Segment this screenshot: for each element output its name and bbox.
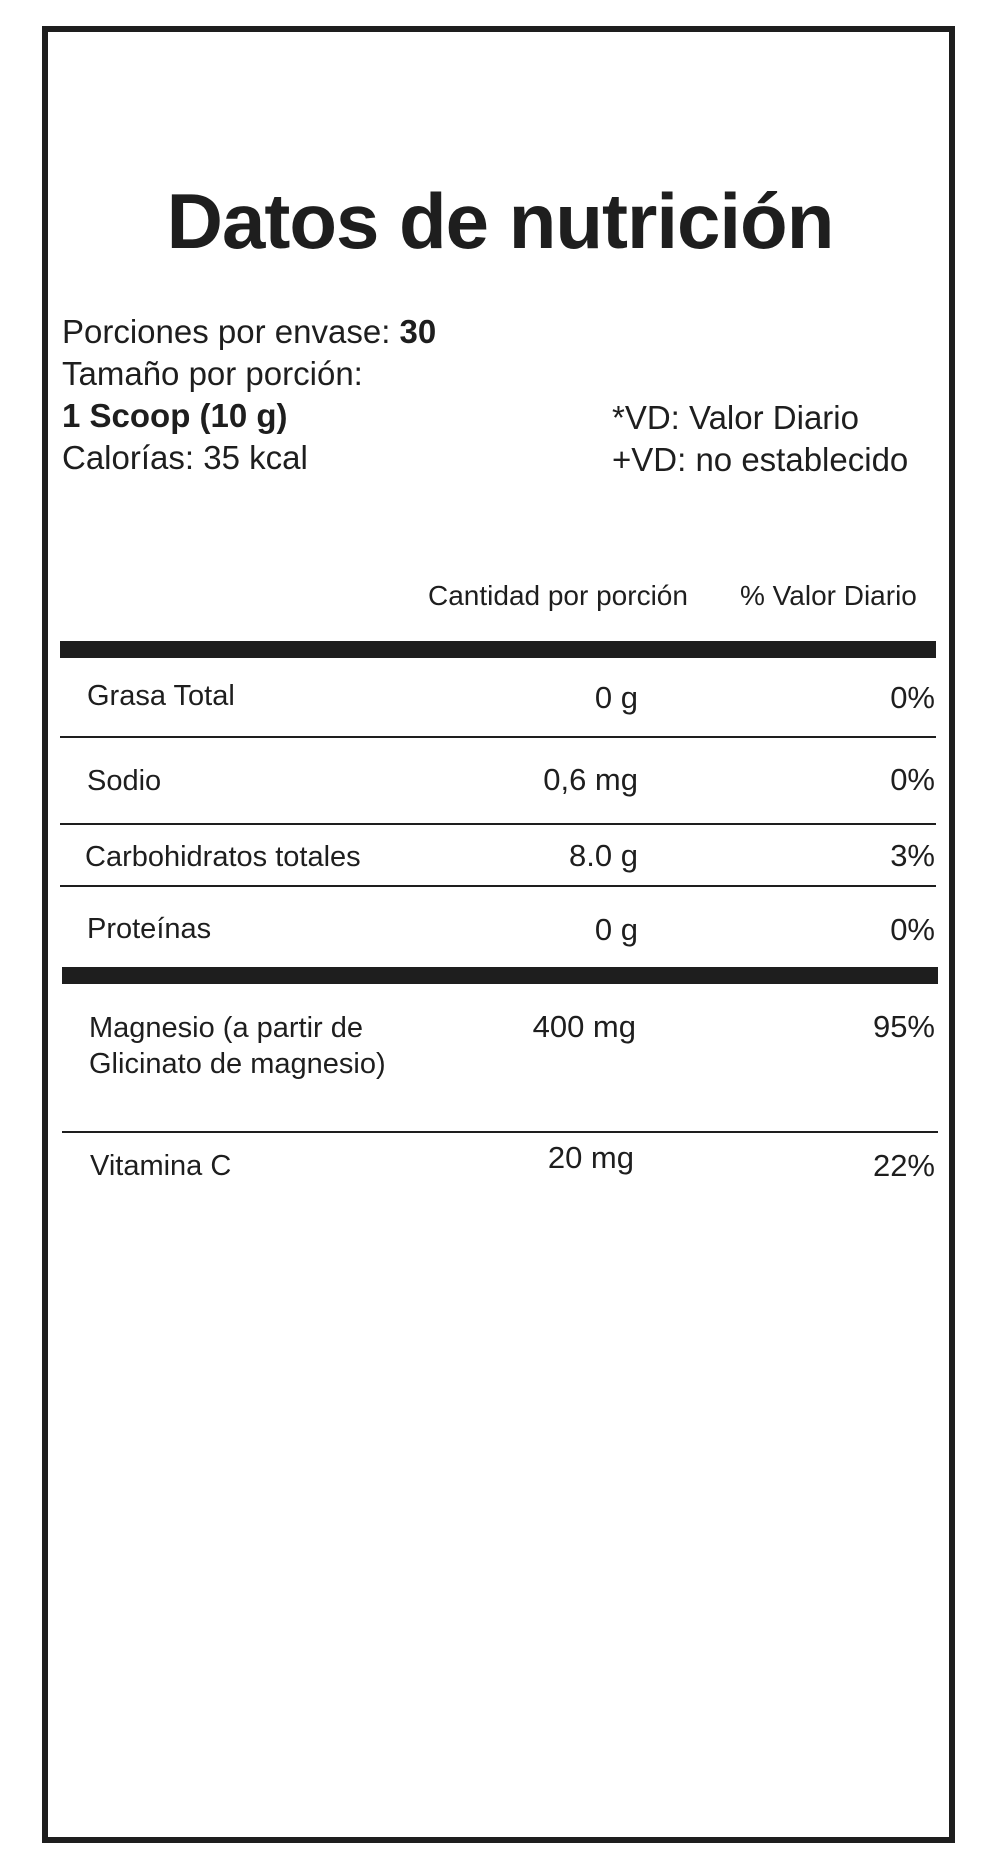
row-amount-vitamina-c: 20 mg — [547, 1140, 634, 1175]
row-amount-magnesio: 400 mg — [532, 1009, 636, 1044]
top-thick-rule — [60, 641, 936, 658]
row-name-grasa-total: Grasa Total — [87, 680, 235, 712]
row-divider — [62, 1131, 938, 1133]
servings-label: Porciones por envase: — [62, 313, 391, 350]
vd-note-daily-value: *VD: Valor Diario — [612, 399, 859, 436]
row-dv-proteinas: 0% — [890, 912, 935, 947]
row-name-magnesio-line2: Glicinato de magnesio) — [89, 1048, 386, 1080]
page-title: Datos de nutrición — [166, 177, 834, 265]
column-header-daily-value: % Valor Diario — [740, 580, 917, 611]
calories-line: Calorías: 35 kcal — [62, 439, 308, 476]
row-dv-vitamina-c: 22% — [872, 1148, 935, 1183]
row-name-proteinas: Proteínas — [87, 913, 212, 945]
servings-line — [62, 311, 436, 353]
row-amount-carbohidratos: 8.0 g — [569, 838, 638, 873]
row-name-vitamina-c: Vitamina C — [90, 1150, 232, 1182]
row-divider — [60, 885, 936, 887]
vd-note-not-established: +VD: no establecido — [612, 441, 909, 478]
middle-thick-rule — [62, 967, 938, 984]
row-dv-magnesio: 95% — [872, 1009, 935, 1044]
row-name-magnesio-line1: Magnesio (a partir de — [89, 1012, 364, 1044]
row-divider — [60, 736, 936, 738]
row-amount-grasa-total: 0 g — [594, 680, 638, 715]
serving-size-label: Tamaño por porción: — [62, 355, 363, 392]
row-dv-grasa-total: 0% — [890, 680, 935, 715]
row-dv-carbohidratos: 3% — [890, 838, 935, 873]
row-divider — [60, 823, 936, 825]
serving-size-value — [62, 395, 288, 437]
row-amount-proteinas: 0 g — [594, 912, 638, 947]
row-name-carbohidratos: Carbohidratos totales — [85, 841, 361, 873]
column-header-amount: Cantidad por porción — [428, 580, 688, 611]
row-dv-sodio: 0% — [890, 762, 935, 797]
row-name-sodio: Sodio — [87, 765, 162, 797]
servings-value: 30 — [399, 313, 437, 350]
serving-size-value-text: 1 Scoop (10 g) — [62, 397, 288, 434]
row-amount-sodio: 0,6 mg — [543, 762, 638, 797]
